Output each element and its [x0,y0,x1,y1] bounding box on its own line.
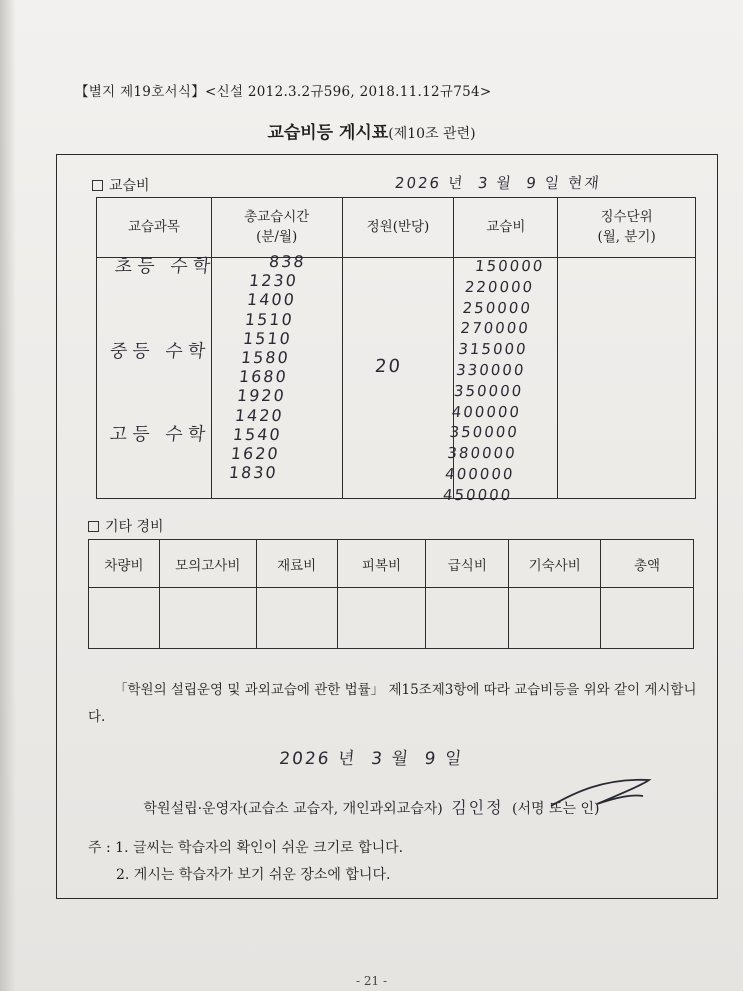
hours-item: 1580 [240,348,291,368]
title-reference: (제10조 관련) [388,126,476,142]
other-section-label: 기타 경비 [88,516,164,536]
subject-elementary: 초등 수학 [113,256,217,277]
header-clothing: 피복비 [337,540,426,588]
collection-unit-cell [558,258,696,499]
hours-item: 1510 [242,328,293,348]
page-edge-shadow [0,0,16,991]
operator-label: 학원설립·운영자(교습소 교습자, 개인과외교습자) [143,801,443,817]
tuition-item: 330000 [455,360,527,379]
issue-date: 2026 년 3 월 9 일 [278,749,465,769]
tuition-item: 400000 [444,464,516,483]
note-1: 주 : 1. 글씨는 학습자의 확인이 쉬운 크기로 합니다. [88,840,404,856]
hours-item: 1400 [246,290,297,310]
tuition-item: 250000 [461,298,533,317]
other-table-body-row [89,588,694,649]
header-meals: 급식비 [426,540,509,588]
table-cell [256,588,337,649]
header-materials: 재료비 [256,540,337,588]
table-cell [601,588,694,649]
table-cell [337,588,426,649]
tuition-item: 400000 [450,402,522,421]
tuition-item: 350000 [453,381,525,400]
table-cell [159,588,256,649]
notice-text: 「학원의 설립운영 및 과외교습에 관한 법률」 제15조제3항에 따라 교습비등을 위와 같이 게시합니다. [88,682,697,725]
other-expenses-table [88,539,694,649]
capacity-cell [342,258,454,499]
header-tuition: 교습비 [454,198,558,258]
title-main: 교습비등 게시표 [267,123,389,143]
hours-item: 838 [268,252,307,271]
hours-item: 1680 [238,367,289,387]
tuition-item: 350000 [448,423,520,442]
notes [88,835,403,889]
hours-item: 1420 [233,405,285,425]
subject-high: 고등 수학 [108,424,212,445]
capacity-value: 20 [373,356,404,377]
hours-item: 1620 [229,444,281,464]
table-cell [426,588,509,649]
other-table-header-row [89,540,694,588]
page-number: - 21 - [355,974,387,988]
header-capacity: 정원(반당) [342,198,454,258]
tuition-item: 270000 [459,319,531,338]
signature-scribble [545,774,660,814]
fee-table-header-row [97,198,696,258]
document-title [0,118,743,143]
as-of-date: 2026 년 3 월 9 일 현재 [394,174,602,192]
checkbox-icon [92,180,103,191]
table-cell [89,588,160,649]
hours-item: 1510 [244,309,295,329]
subject-middle: 중등 수학 [108,341,212,362]
checkbox-icon [88,521,99,532]
header-total: 총액 [601,540,694,588]
header-vehicle: 차량비 [89,540,160,588]
form-number: 【별지 제19호서식】<신설 2012.3.2규596, 2018.11.12규754> [75,84,492,100]
hours-item: 1540 [231,424,283,444]
tuition-item: 150000 [474,257,546,275]
hours-item: 1830 [227,463,279,483]
tuition-item: 450000 [442,485,514,504]
header-dormitory: 기숙사비 [509,540,601,588]
subject-cell [97,258,212,499]
table-cell [509,588,601,649]
header-subject: 교습과목 [97,198,212,258]
hours-item: 1920 [235,386,287,406]
header-total-hours: 총교습시간 (분/월) [211,198,342,258]
hours-item: 1230 [248,271,299,291]
note-2: 2. 게시는 학습자가 보기 쉬운 장소에 합니다. [116,867,391,883]
header-collection-unit: 징수단위 (월, 분기) [558,198,696,258]
header-mock-exam: 모의고사비 [159,540,256,588]
operator-name: 김인정 [451,798,504,817]
tuition-item: 220000 [463,277,536,296]
sign-label: (서명 또는 인) [512,801,600,817]
tuition-item: 315000 [457,340,529,359]
tuition-item: 380000 [446,444,518,463]
fee-table-body-row [97,258,696,499]
fee-section-label: 교습비 [92,175,150,195]
